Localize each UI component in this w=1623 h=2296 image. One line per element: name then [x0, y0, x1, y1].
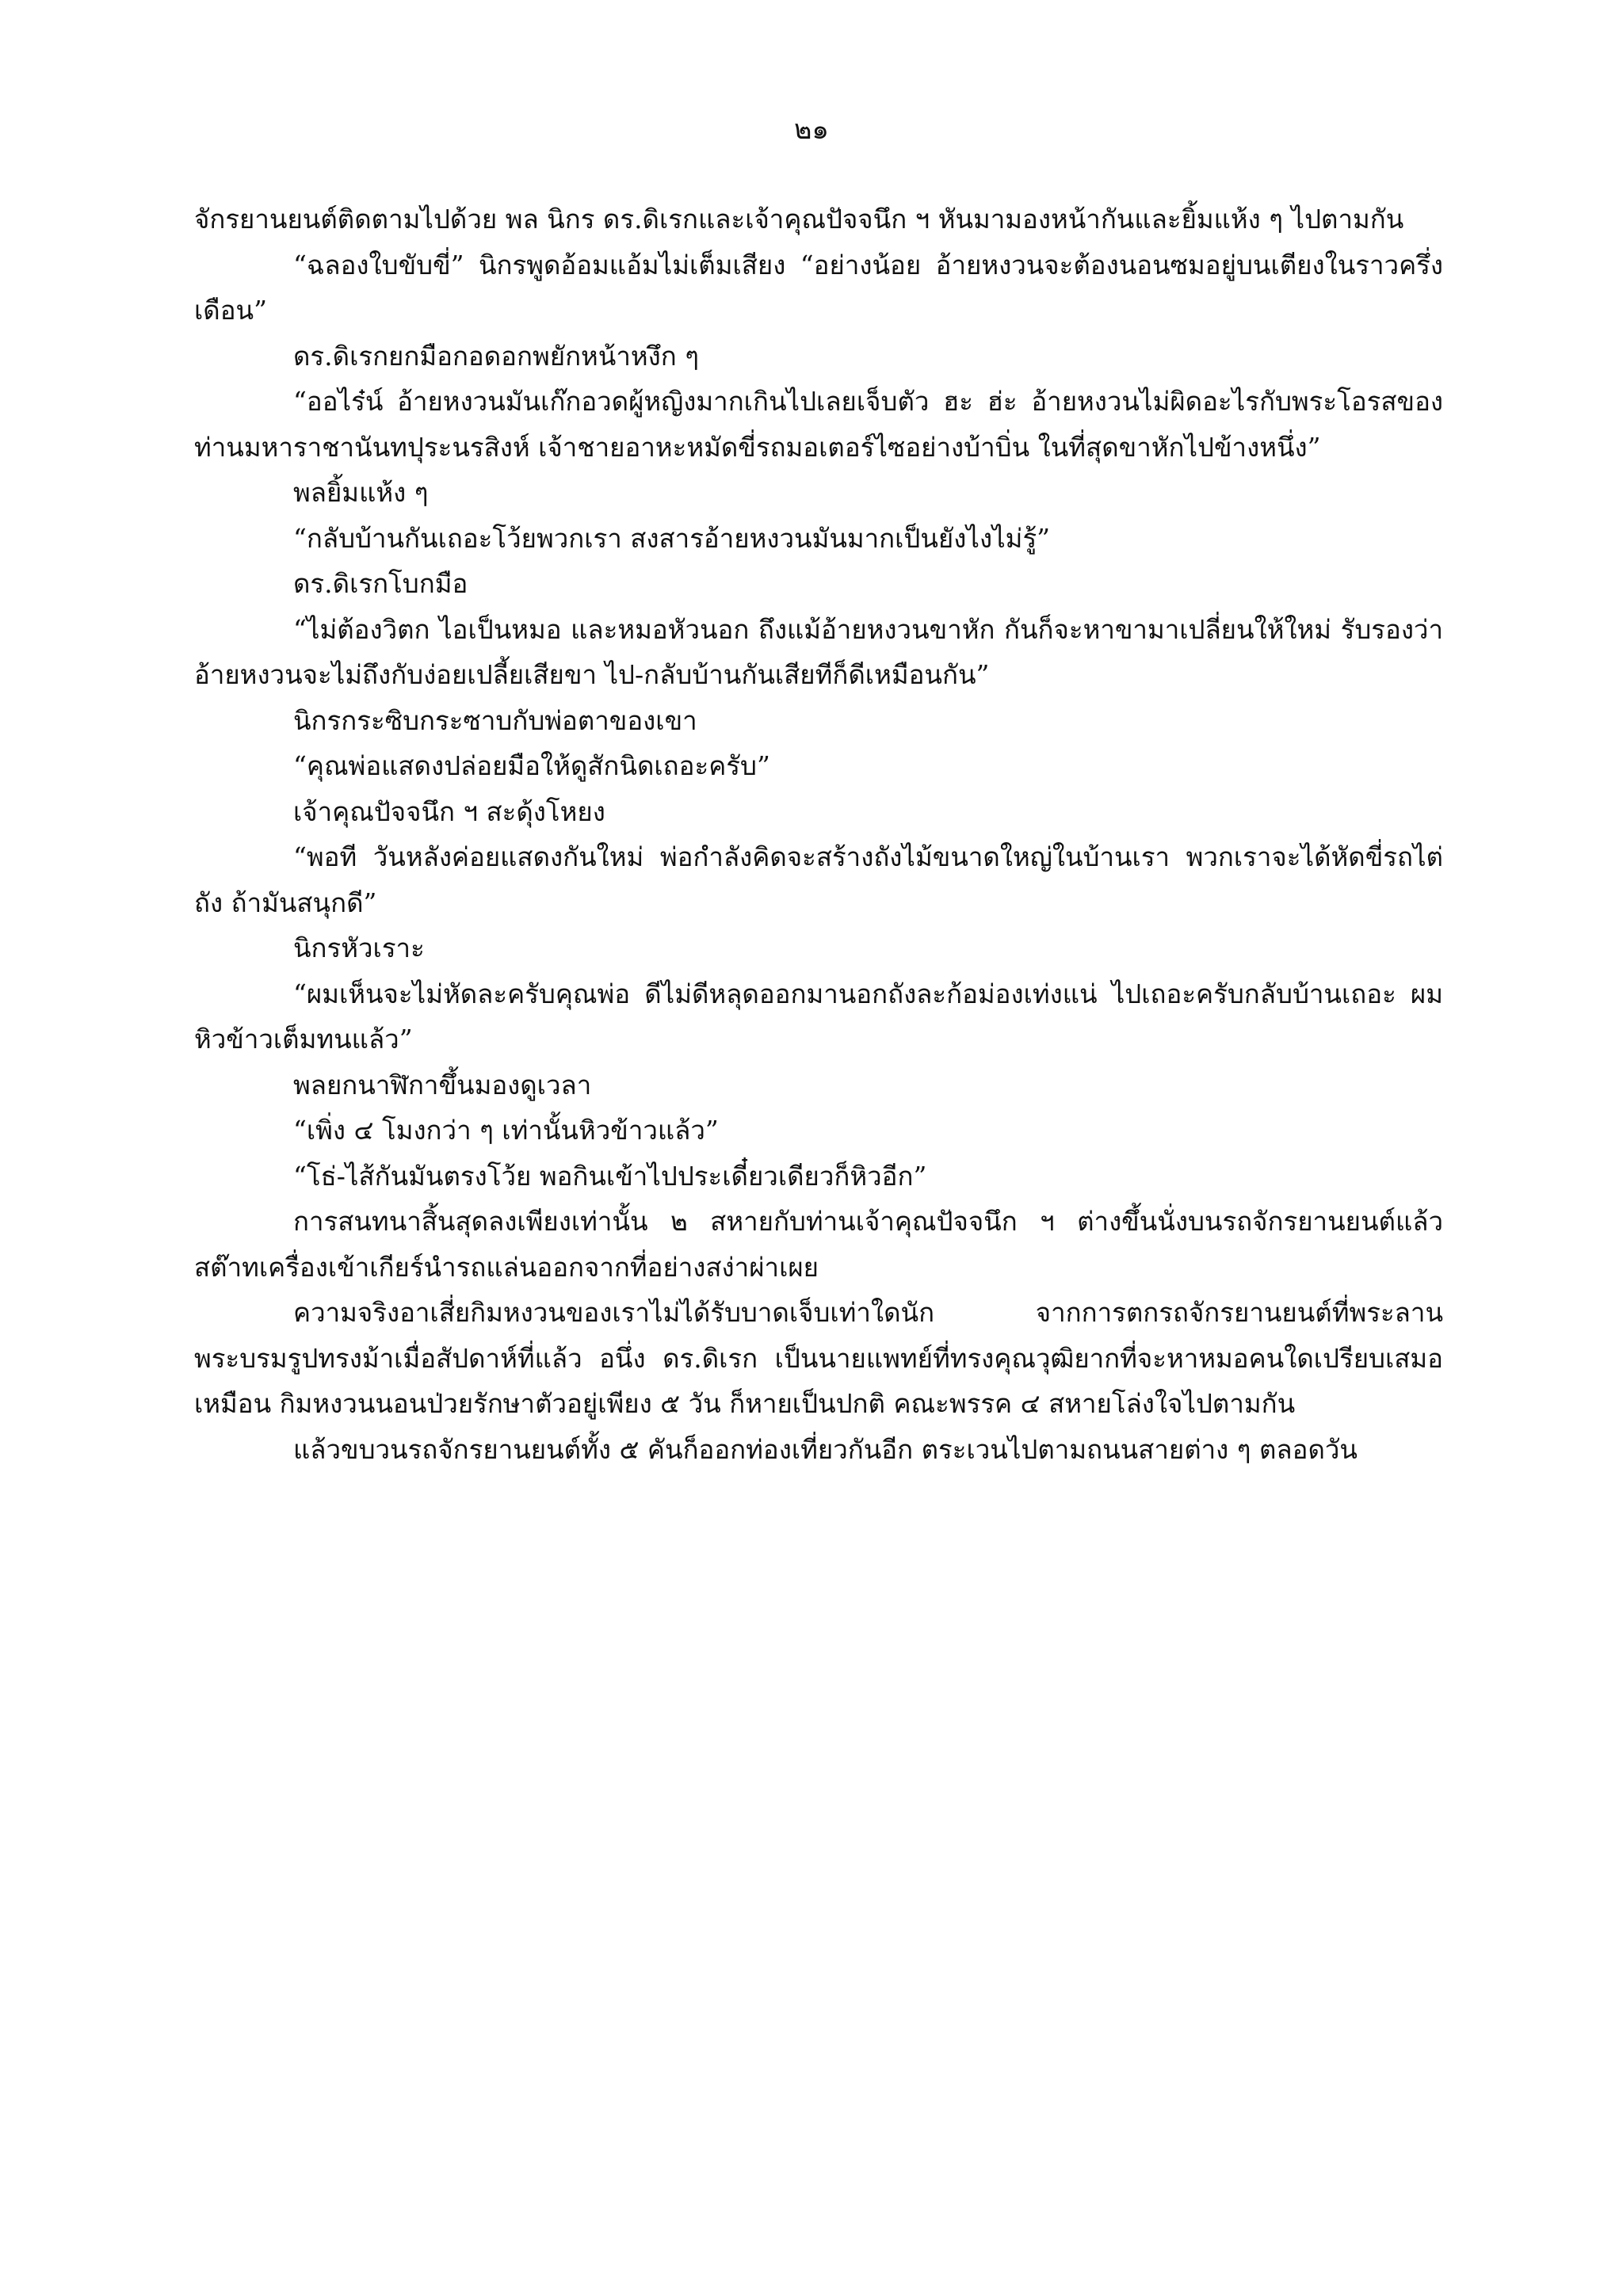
paragraph: “ผมเห็นจะไม่หัดละครับคุณพ่อ ดีไม่ดีหลุดออกมานอกถังละก้อม่องเท่งแน่ ไปเถอะครับกลับบ้านเถอะ ผมหิวข้าวเต็มทนแล้ว”	[194, 978, 1443, 1055]
paragraph: ดร.ดิเรกยกมือกอดอกพยักหน้าหงึก ๆ	[293, 340, 699, 372]
paragraph: นิกรหัวเราะ	[293, 933, 425, 963]
paragraph: “โธ่-ไส้กันมันตรงโว้ย พอกินเข้าไปประเดี๋ยวเดียวก็หิวอีก”	[293, 1160, 927, 1192]
paragraph: เจ้าคุณปัจจนึก ฯ สะดุ้งโหยง	[293, 795, 605, 827]
page-number: ๒๑	[794, 114, 829, 146]
paragraph: “พอที วันหลังค่อยแสดงกันใหม่ พ่อกำลังคิดจะสร้างถังไม้ขนาดใหญ่ในบ้านเรา พวกเราจะได้หัดขี่รถไต่ถัง ถ้ามันสนุกดี”	[194, 841, 1443, 918]
paragraph: แล้วขบวนรถจักรยานยนต์ทั้ง ๕ คันก็ออกท่องเที่ยวกันอีก ตระเวนไปตามถนนสายต่าง ๆ ตลอดวัน	[293, 1433, 1358, 1465]
paragraph: จักรยานยนต์ติดตามไปด้วย พล นิกร ดร.ดิเรกและเจ้าคุณปัจจนึก ฯ หันมามองหน้ากันและยิ้มแห้ง ๆ ไปตามกัน	[194, 204, 1404, 235]
paragraph: “คุณพ่อแสดงปล่อยมือให้ดูสักนิดเถอะครับ”	[293, 750, 770, 781]
paragraph: นิกรกระซิบกระซาบกับพ่อตาของเขา	[293, 704, 697, 736]
paragraph: “ไม่ต้องวิตก ไอเป็นหมอ และหมอหัวนอก ถึงแม้อ้ายหงวนขาหัก กันก็จะหาขามาเปลี่ยนให้ใหม่ รับรองว่าอ้ายหงวนจะไม่ถึงกับง่อยเปลี้ยเสียขา ไป-กลับบ้านกันเสียทีก็ดีเหมือนกัน”	[194, 613, 1443, 690]
document-body	[194, 196, 1443, 1472]
paragraph: “ฉลองใบขับขี่” นิกรพูดอ้อมแอ้มไม่เต็มเสียง “อย่างน้อย อ้ายหงวนจะต้องนอนซมอยู่บนเตียงในราวครึ่งเดือน”	[194, 249, 1443, 326]
paragraph: “กลับบ้านกันเถอะโว้ยพวกเรา สงสารอ้ายหงวนมันมากเป็นยังไงไม่รู้”	[293, 522, 1051, 554]
paragraph: ความจริงอาเสี่ยกิมหงวนของเราไม่ได้รับบาดเจ็บเท่าใดนัก จากการตกรถจักรยานยนต์ที่พระลานพระบรมรูปทรงม้าเมื่อสัปดาห์ที่แล้ว อนึ่ง ดร.ดิเรก เป็นนายแพทย์ที่ทรงคุณวุฒิยากที่จะหาหมอคนใดเปรียบเสมอเหมือน กิมหงวนนอนป่วยรักษาตัวอยู่เพียง ๕ วัน ก็หายเป็นปกติ คณะพรรค ๔ สหายโล่งใจไปตามกัน	[194, 1297, 1443, 1419]
paragraph: พลยกนาฬิกาขึ้นมองดูเวลา	[293, 1069, 592, 1100]
paragraph: “ออไร๋น์ อ้ายหงวนมันเก๊กอวดผู้หญิงมากเกินไปเลยเจ็บตัว ฮะ ฮ่ะ อ้ายหงวนไม่ผิดอะไรกับพระโอรสของท่านมหาราชานันทปุระนรสิงห์ เจ้าชายอาหะหมัดขี่รถมอเตอร์ไซอย่างบ้าบิ่น ในที่สุดขาหักไปข้างหนึ่ง”	[194, 386, 1443, 463]
paragraph: “เพิ่ง ๔ โมงกว่า ๆ เท่านั้นหิวข้าวแล้ว”	[293, 1115, 719, 1146]
paragraph: พลยิ้มแห้ง ๆ	[293, 477, 429, 508]
paragraph: การสนทนาสิ้นสุดลงเพียงเท่านั้น ๒ สหายกับท่านเจ้าคุณปัจจนึก ฯ ต่างขึ้นนั่งบนรถจักรยานยนต์แล้วสต๊าทเครื่องเข้าเกียร์นำรถแล่นออกจากที่อย่างสง่าผ่าเผย	[194, 1206, 1443, 1283]
paragraph: ดร.ดิเรกโบกมือ	[293, 568, 468, 599]
